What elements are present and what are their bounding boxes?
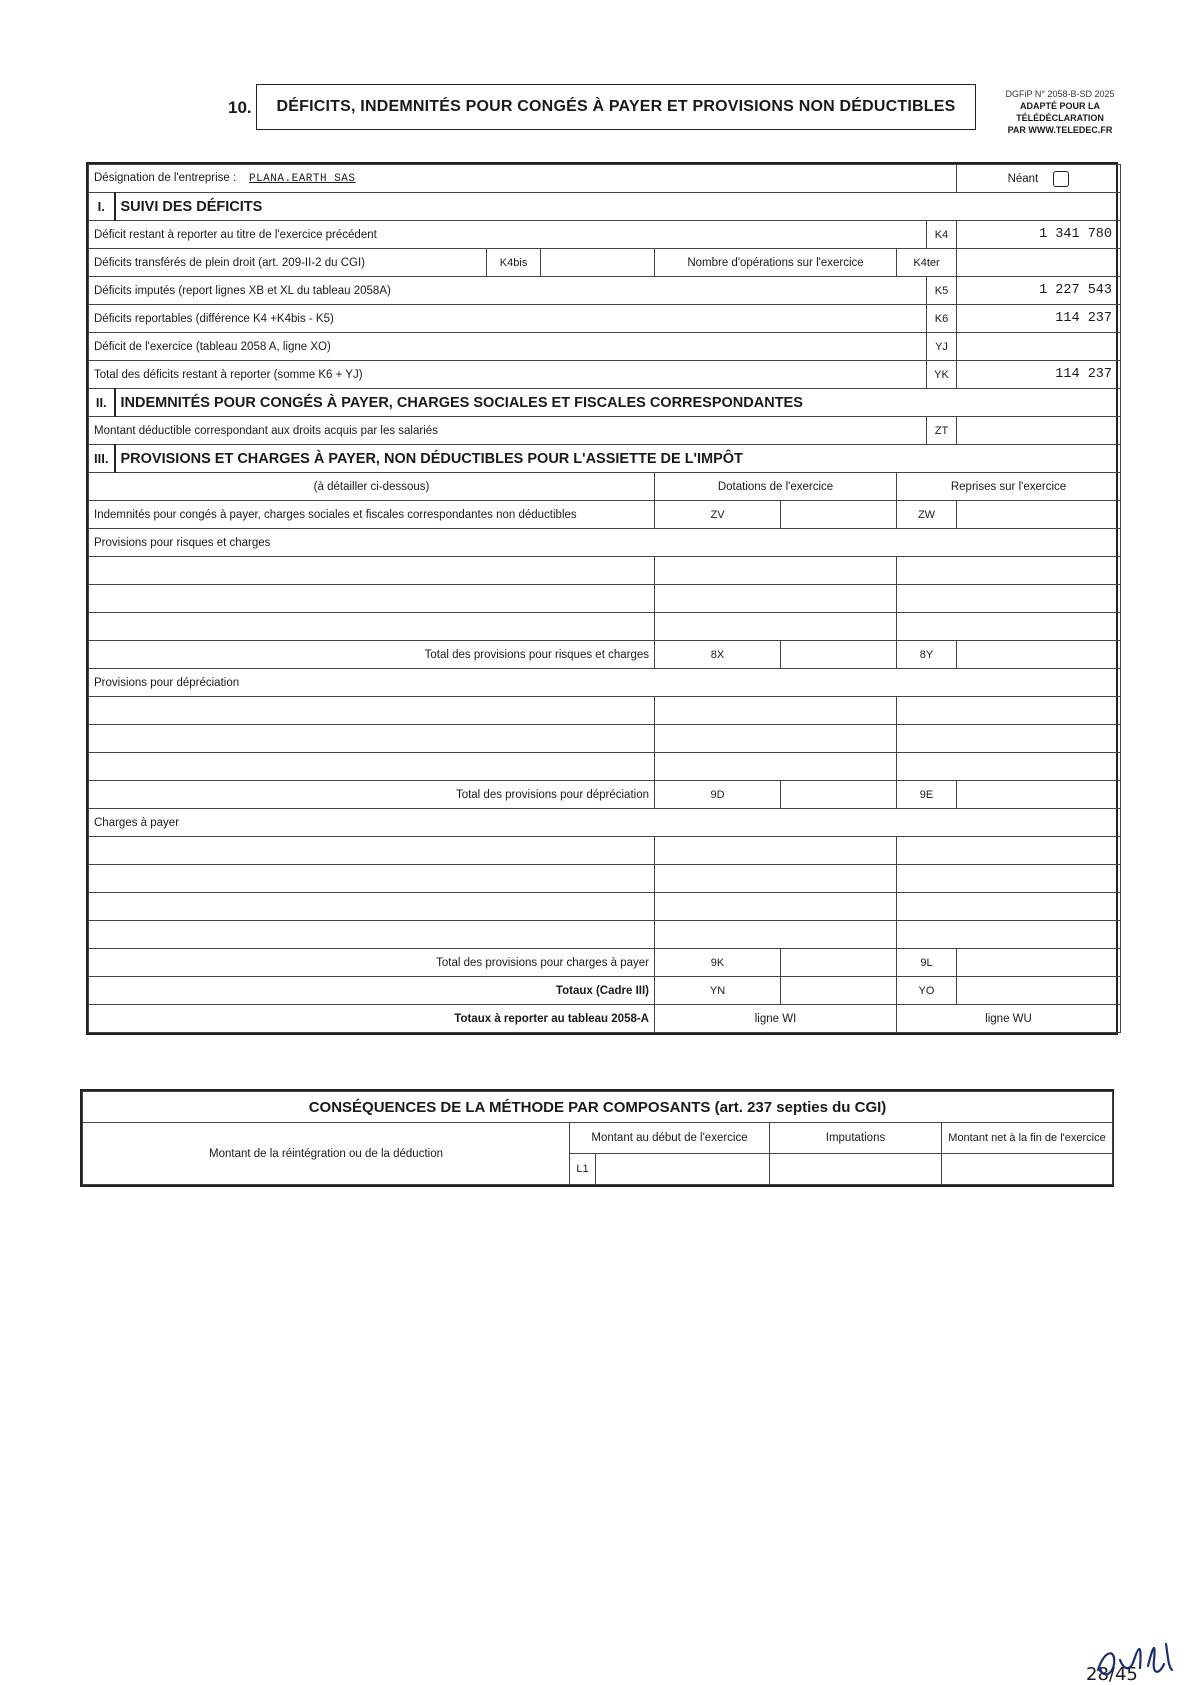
table-row	[89, 501, 1121, 529]
neant-label: Néant	[1007, 172, 1039, 185]
blank-row	[89, 893, 1121, 921]
table-row	[89, 949, 1121, 977]
row-label: Déficits transférés de plein droit (art. 209-II-2 du CGI)	[89, 249, 487, 277]
main-form	[86, 162, 1118, 1035]
row-code: 9D	[655, 781, 781, 809]
row-label: Totaux à reporter au tableau 2058-A	[89, 1005, 655, 1033]
form-reference	[990, 88, 1130, 136]
section4-title: CONSÉQUENCES DE LA MÉTHODE PAR COMPOSANTS (art. 237 septies du CGI)	[83, 1092, 1113, 1123]
section1-number: I.	[89, 193, 115, 221]
blank-row	[89, 865, 1121, 893]
row-code: YK	[927, 361, 957, 389]
zv-value[interactable]	[781, 501, 897, 529]
k4ter-value[interactable]	[957, 249, 1121, 277]
row-label: Charges à payer	[89, 809, 1121, 837]
form-adapted-line2: TÉLÉDÉCLARATION	[1016, 113, 1104, 123]
page-number: 28/45	[1086, 1664, 1138, 1685]
row-code: L1	[570, 1154, 596, 1185]
row-label: Déficits reportables (différence K4 +K4bis - K5)	[89, 305, 927, 333]
form-ref-code: DGFiP N° 2058-B-SD 2025	[1005, 89, 1115, 99]
row-code: K4	[927, 221, 957, 249]
company-label: Désignation de l'entreprise :	[94, 172, 237, 184]
row-value[interactable]: 114 237	[957, 305, 1121, 333]
form-adapted-line3: PAR WWW.TELEDEC.FR	[1007, 125, 1113, 135]
blank-row	[89, 921, 1121, 949]
yn-value[interactable]	[781, 977, 897, 1005]
col-header-dotations: Dotations de l'exercice	[655, 473, 897, 501]
l1-net-value[interactable]	[942, 1154, 1113, 1185]
row-code: YN	[655, 977, 781, 1005]
ops-label: Nombre d'opérations sur l'exercice	[655, 249, 897, 277]
row-value[interactable]: 1 341 780	[957, 221, 1121, 249]
row-label: Montant déductible correspondant aux droits acquis par les salariés	[89, 417, 927, 445]
signature-icon	[1090, 1630, 1180, 1682]
row-label: Déficits imputés (report lignes XB et XL du tableau 2058A)	[89, 277, 927, 305]
section3-number: III.	[89, 445, 115, 473]
blank-row	[89, 697, 1121, 725]
row-value[interactable]	[957, 333, 1121, 361]
col-header-reprises: Reprises sur l'exercice	[897, 473, 1121, 501]
l1-debut-value[interactable]	[596, 1154, 770, 1185]
blank-row	[89, 725, 1121, 753]
form-adapted-line1: ADAPTÉ POUR LA	[1019, 101, 1100, 111]
detail-note: (à détailler ci-dessous)	[89, 473, 655, 501]
neant-checkbox[interactable]	[1053, 171, 1069, 187]
blank-row	[89, 837, 1121, 865]
row-code: 9K	[655, 949, 781, 977]
table-row	[89, 781, 1121, 809]
section1-title: SUIVI DES DÉFICITS	[115, 193, 1121, 221]
table-row	[89, 1005, 1121, 1033]
row-label: Total des provisions pour dépréciation	[89, 781, 655, 809]
8y-value[interactable]	[957, 641, 1121, 669]
page-title: DÉFICITS, INDEMNITÉS POUR CONGÉS À PAYER ET PROVISIONS NON DÉDUCTIBLES	[256, 84, 976, 130]
blank-row	[89, 753, 1121, 781]
9l-value[interactable]	[957, 949, 1121, 977]
9e-value[interactable]	[957, 781, 1121, 809]
blank-row	[89, 613, 1121, 641]
row-label: Montant de la réintégration ou de la déduction	[83, 1123, 570, 1185]
row-label: Totaux (Cadre III)	[89, 977, 655, 1005]
section2-title: INDEMNITÉS POUR CONGÉS À PAYER, CHARGES SOCIALES ET FISCALES CORRESPONDANTES	[115, 389, 1121, 417]
components-table	[82, 1091, 1113, 1185]
row-code: K6	[927, 305, 957, 333]
section-number: 10.	[228, 98, 252, 117]
zt-value[interactable]	[957, 417, 1121, 445]
row-value[interactable]: 114 237	[957, 361, 1121, 389]
9k-value[interactable]	[781, 949, 897, 977]
row-code: 8X	[655, 641, 781, 669]
col-header-debut: Montant au début de l'exercice	[570, 1123, 770, 1154]
table-row	[89, 221, 1121, 249]
row-label: Total des déficits restant à reporter (somme K6 + YJ)	[89, 361, 927, 389]
table-row	[89, 277, 1121, 305]
row-code: YJ	[927, 333, 957, 361]
row-code: ZV	[655, 501, 781, 529]
table-row	[89, 977, 1121, 1005]
row-code: ZW	[897, 501, 957, 529]
neant-cell	[957, 165, 1121, 193]
section3-title: PROVISIONS ET CHARGES À PAYER, NON DÉDUCTIBLES POUR L'ASSIETTE DE L'IMPÔT	[115, 445, 1121, 473]
row-label: Total des provisions pour risques et charges	[89, 641, 655, 669]
table-row	[89, 305, 1121, 333]
table-row	[89, 417, 1121, 445]
row-code: K5	[927, 277, 957, 305]
row-code: YO	[897, 977, 957, 1005]
report-wu: ligne WU	[897, 1005, 1121, 1033]
row-label: Indemnités pour congés à payer, charges sociales et fiscales correspondantes non déductibles	[89, 501, 655, 529]
row-label: Total des provisions pour charges à payer	[89, 949, 655, 977]
row-code: 9E	[897, 781, 957, 809]
row-label: Provisions pour risques et charges	[89, 529, 1121, 557]
table-row	[89, 473, 1121, 501]
blank-row	[89, 557, 1121, 585]
company-name[interactable]: PLANA.EARTH SAS	[248, 173, 356, 185]
row-code: 8Y	[897, 641, 957, 669]
blank-row	[89, 585, 1121, 613]
table-row	[89, 333, 1121, 361]
col-header-net: Montant net à la fin de l'exercice	[942, 1123, 1113, 1154]
yo-value[interactable]	[957, 977, 1121, 1005]
row-label: Déficit de l'exercice (tableau 2058 A, ligne XO)	[89, 333, 927, 361]
table-row	[89, 249, 1121, 277]
row-code: K4ter	[897, 249, 957, 277]
table-row	[89, 361, 1121, 389]
report-wi: ligne WI	[655, 1005, 897, 1033]
table-row	[89, 641, 1121, 669]
9d-value[interactable]	[781, 781, 897, 809]
k4bis-value[interactable]	[541, 249, 655, 277]
row-code: ZT	[927, 417, 957, 445]
row-label: Provisions pour dépréciation	[89, 669, 1121, 697]
section2-number: II.	[89, 389, 115, 417]
l1-imputations-value[interactable]	[770, 1154, 942, 1185]
form-table	[88, 164, 1121, 1033]
col-header-imputations: Imputations	[770, 1123, 942, 1154]
row-code: K4bis	[487, 249, 541, 277]
row-value[interactable]: 1 227 543	[957, 277, 1121, 305]
8x-value[interactable]	[781, 641, 897, 669]
row-label: Déficit restant à reporter au titre de l'exercice précédent	[89, 221, 927, 249]
components-section	[80, 1089, 1114, 1187]
company-row	[89, 165, 957, 193]
row-code: 9L	[897, 949, 957, 977]
zw-value[interactable]	[957, 501, 1121, 529]
